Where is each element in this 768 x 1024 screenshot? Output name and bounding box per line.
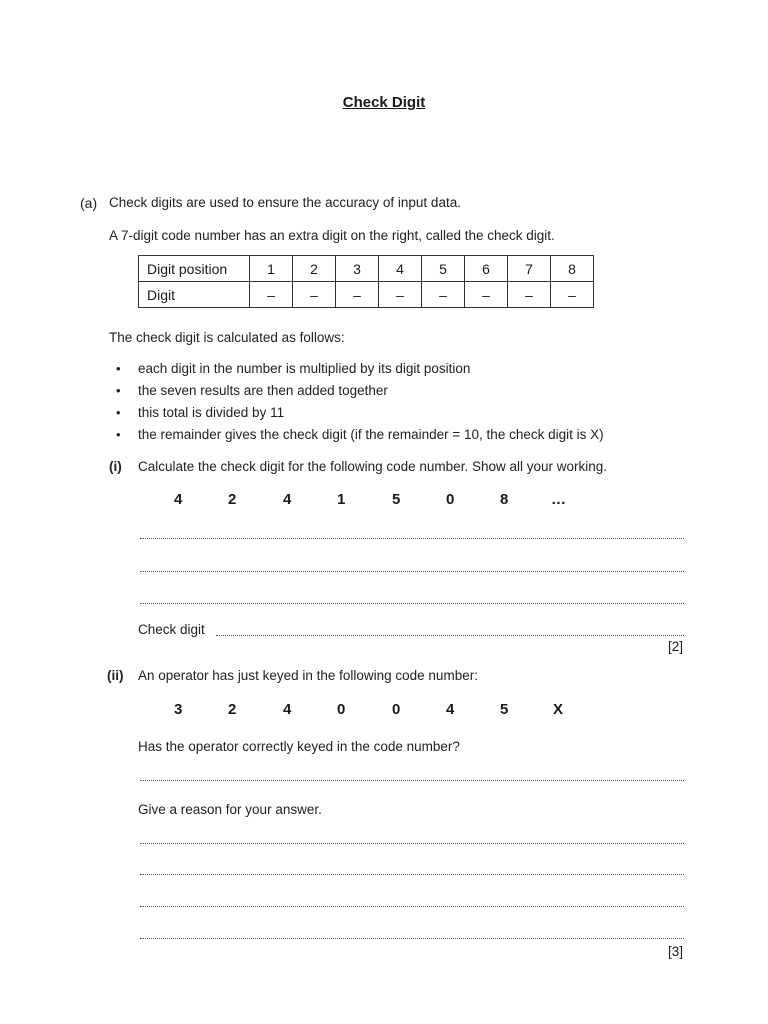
part-ii-label: (ii) <box>107 668 124 683</box>
part-a-intro: Check digits are used to ensure the accuracy of input data. <box>109 195 461 210</box>
table-cell: 1 <box>250 256 293 282</box>
table-row <box>139 256 594 282</box>
code-digit: 2 <box>228 701 237 718</box>
table-cell: 8 <box>551 256 594 282</box>
reason-line-2[interactable] <box>140 874 684 875</box>
table-cell: 6 <box>465 256 508 282</box>
answer-line-keyed[interactable] <box>140 780 684 781</box>
table-cell: – <box>465 282 508 308</box>
code-digit: X <box>553 701 564 718</box>
list-item: each digit in the number is multiplied by its digit position <box>138 361 471 376</box>
working-line-1[interactable] <box>140 538 684 539</box>
bullet-icon: • <box>116 405 121 420</box>
table-cell: – <box>551 282 594 308</box>
working-line-3[interactable] <box>140 603 684 604</box>
bullet-icon: • <box>116 427 121 442</box>
part-i-question: Calculate the check digit for the following code number. Show all your working. <box>138 459 607 474</box>
working-line-2[interactable] <box>140 571 684 572</box>
code-description: A 7-digit code number has an extra digit on the right, called the check digit. <box>109 228 555 243</box>
code-ellipsis: … <box>551 491 566 508</box>
code-digit: 4 <box>283 701 292 718</box>
table-cell: 3 <box>336 256 379 282</box>
marks-i: [2] <box>668 639 684 654</box>
marks-ii: [3] <box>668 944 684 959</box>
table-cell: 4 <box>379 256 422 282</box>
reason-line-3[interactable] <box>140 906 684 907</box>
code-digit: 4 <box>283 491 292 508</box>
table-cell: 2 <box>293 256 336 282</box>
table-cell: – <box>422 282 465 308</box>
part-ii-question: An operator has just keyed in the following code number: <box>138 668 478 683</box>
table-cell: 5 <box>422 256 465 282</box>
code-digit: 0 <box>392 701 401 718</box>
row-header-digit-position: Digit position <box>139 256 250 282</box>
code-digit: 8 <box>500 491 509 508</box>
page-title: Check Digit <box>342 94 426 111</box>
table-cell: – <box>293 282 336 308</box>
table-row <box>139 282 594 308</box>
table-cell: – <box>250 282 293 308</box>
table-cell: – <box>336 282 379 308</box>
check-digit-answer-line[interactable] <box>216 635 684 636</box>
part-i-label: (i) <box>109 459 122 474</box>
list-item: the seven results are then added together <box>138 383 388 398</box>
table-cell: – <box>508 282 551 308</box>
check-digit-label: Check digit <box>138 622 205 637</box>
code-digit: 4 <box>446 701 455 718</box>
table-cell: 7 <box>508 256 551 282</box>
code-digit: 3 <box>174 701 183 718</box>
code-digit: 2 <box>228 491 237 508</box>
part-ii-question-2: Has the operator correctly keyed in the code number? <box>138 739 460 754</box>
digit-position-table <box>138 255 594 308</box>
table-cell: – <box>379 282 422 308</box>
part-ii-question-3: Give a reason for your answer. <box>138 802 322 817</box>
list-item: the remainder gives the check digit (if the remainder = 10, the check digit is X) <box>138 427 604 442</box>
code-digit: 5 <box>392 491 401 508</box>
code-digit: 4 <box>174 491 183 508</box>
code-digit: 1 <box>337 491 346 508</box>
list-item: this total is divided by 11 <box>138 405 285 420</box>
code-digit: 0 <box>446 491 455 508</box>
code-digit: 5 <box>500 701 509 718</box>
code-digit: 0 <box>337 701 346 718</box>
part-a-label: (a) <box>80 195 98 211</box>
bullet-icon: • <box>116 383 121 398</box>
reason-line-4[interactable] <box>140 938 684 939</box>
row-header-digit: Digit <box>139 282 250 308</box>
bullet-icon: • <box>116 361 121 376</box>
calc-intro: The check digit is calculated as follows: <box>109 330 345 345</box>
reason-line-1[interactable] <box>140 843 684 844</box>
